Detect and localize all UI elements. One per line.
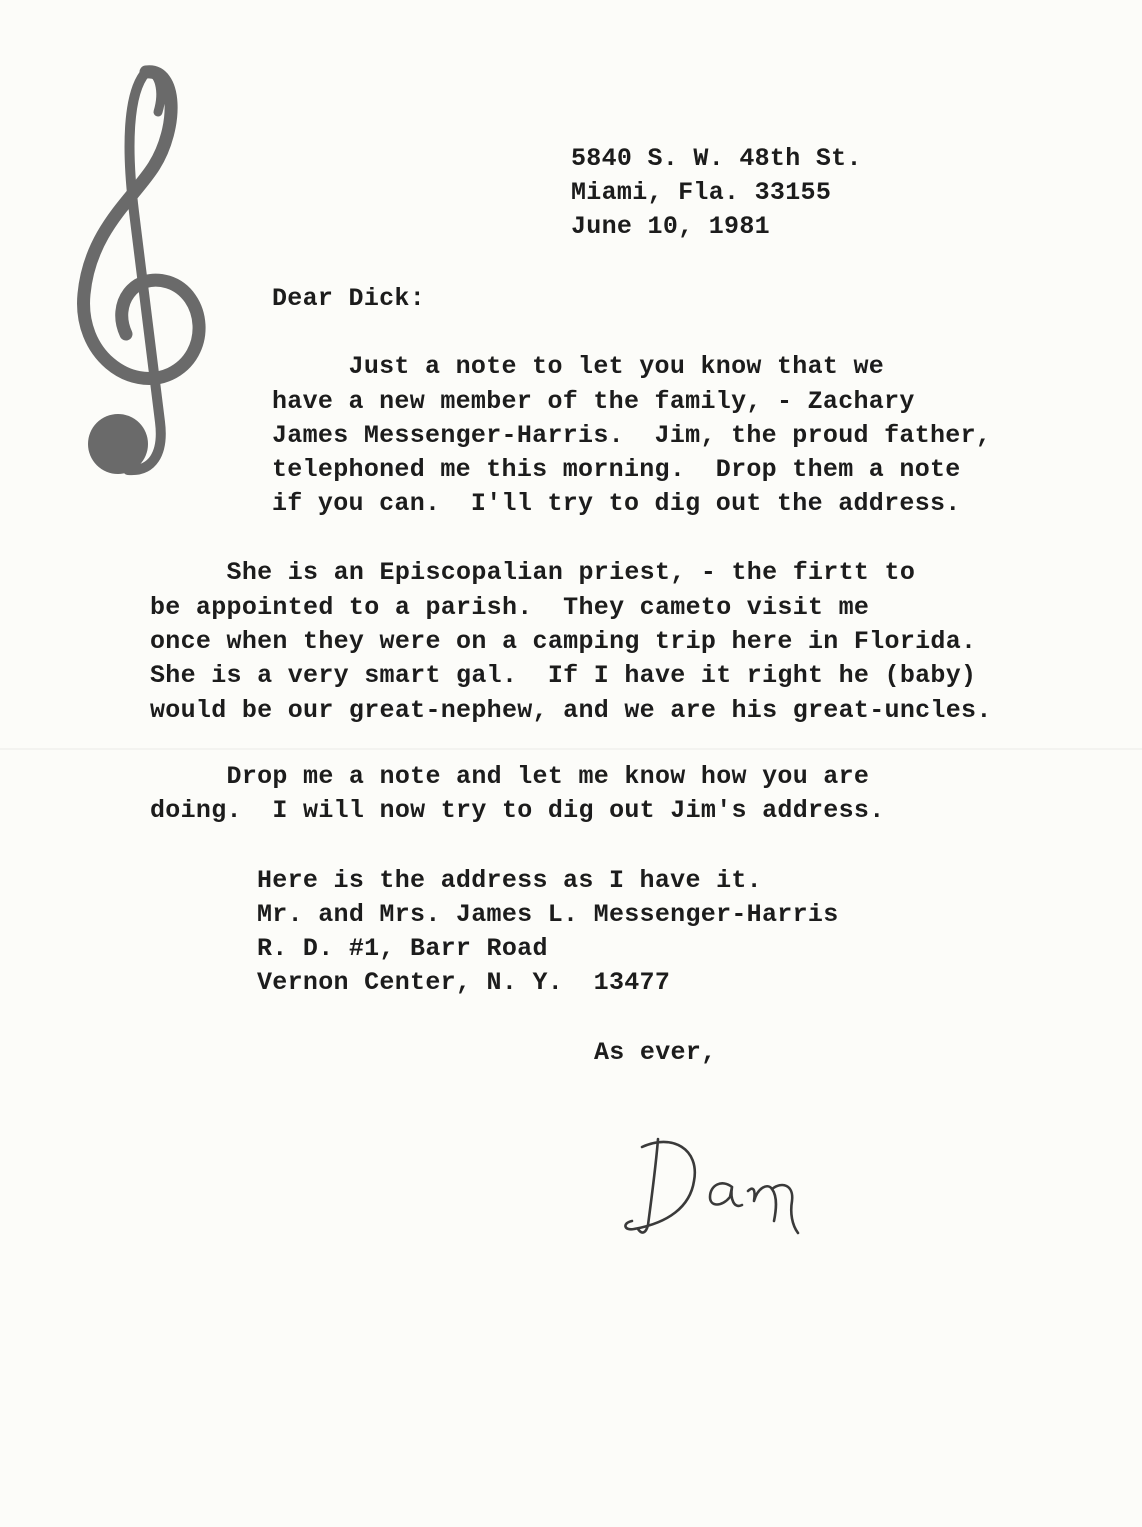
closing: As ever,	[594, 1038, 717, 1067]
body-line: She is an Episcopalian priest, - the firtt to	[150, 558, 916, 587]
recipient-city: Vernon Center, N. Y. 13477	[257, 968, 671, 997]
body-line: Just a note to let you know that we	[272, 352, 885, 381]
salutation: Dear Dick:	[272, 284, 426, 313]
body-line: She is a very smart gal. If I have it right he (baby)	[150, 661, 977, 690]
signature-dan	[612, 1125, 832, 1255]
paper-fold-line	[0, 748, 1142, 750]
body-line: telephoned me this morning. Drop them a note	[272, 455, 961, 484]
letter-date: June 10, 1981	[571, 212, 770, 241]
body-line: if you can. I'll try to dig out the address.	[272, 489, 961, 518]
body-line: Drop me a note and let me know how you are	[150, 762, 870, 791]
address-intro: Here is the address as I have it.	[257, 866, 762, 895]
body-line: have a new member of the family, - Zachary	[272, 387, 915, 416]
body-line: doing. I will now try to dig out Jim's address.	[150, 796, 885, 825]
treble-clef-icon	[60, 62, 220, 482]
sender-street: 5840 S. W. 48th St.	[571, 144, 862, 173]
sender-city: Miami, Fla. 33155	[571, 178, 832, 207]
body-line: James Messenger-Harris. Jim, the proud father,	[272, 421, 992, 450]
body-line: would be our great-nephew, and we are his great-uncles.	[150, 696, 992, 725]
body-line: be appointed to a parish. They cameto visit me	[150, 593, 870, 622]
body-line: once when they were on a camping trip here in Florida.	[150, 627, 977, 656]
recipient-name: Mr. and Mrs. James L. Messenger-Harris	[257, 900, 839, 929]
recipient-street: R. D. #1, Barr Road	[257, 934, 548, 963]
